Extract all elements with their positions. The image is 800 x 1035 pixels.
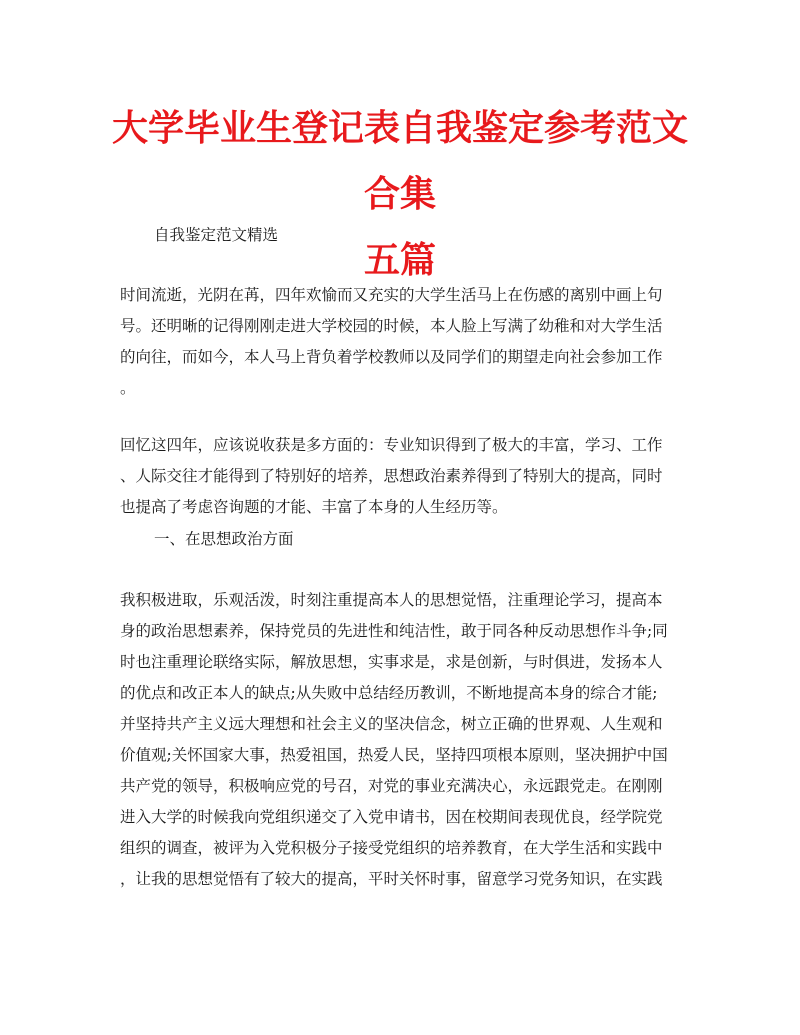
paragraph-3-line: 并坚持共产主义远大理想和社会主义的坚决信念，树立正确的世界观、人生观和 xyxy=(120,715,663,733)
title-line-1: 大学毕业生登记表自我鉴定参考范文合集 xyxy=(111,108,688,215)
paragraph-2-line: 也提高了考虑咨询题的才能、丰富了本身的人生经历等。 xyxy=(120,498,508,516)
paragraph-1-line: 。 xyxy=(120,379,136,397)
paragraph-3-line: 组织的调查，被评为入党积极分子接受党组织的培养教育，在大学生活和实践中 xyxy=(120,839,663,857)
paragraph-3-line: 身的政治思想素养，保持党员的先进性和纯洁性，敢于同各种反动思想作斗争;同 xyxy=(120,622,668,640)
paragraph-3-line: 共产党的领导，积极响应党的号召，对党的事业充满决心，永远跟党走。在刚刚 xyxy=(120,777,663,795)
paragraph-1-line: 时间流逝，光阴在苒，四年欢愉而又充实的大学生活马上在伤感的离别中画上句 xyxy=(120,286,663,304)
paragraph-3-line: 的优点和改正本人的缺点;从失败中总结经历教训，不断地提高本身的综合才能; xyxy=(120,684,658,702)
paragraph-3-line: 时也注重理论联络实际，解放思想，实事求是，求是创新，与时俱进，发扬本人 xyxy=(120,653,663,671)
document-title xyxy=(100,96,700,294)
subtitle-text: 自我鉴定范文精选 xyxy=(154,226,279,244)
section-heading-1 xyxy=(120,524,714,555)
paragraph-1-line: 号。还明晰的记得刚刚走进大学校园的时候，本人脸上写满了幼稚和对大学生活 xyxy=(120,317,663,335)
paragraph-3-line: 我积极进取，乐观活泼，时刻注重提高本人的思想觉悟，注重理论学习，提高本 xyxy=(120,591,663,609)
section-heading-1-text: 一、在思想政治方面 xyxy=(154,530,294,548)
paragraph-3 xyxy=(120,585,680,895)
subtitle xyxy=(120,220,714,251)
paragraph-2 xyxy=(120,430,680,523)
paragraph-1-line: 的向往，而如今，本人马上背负着学校教师以及同学们的期望走向社会参加工作 xyxy=(120,348,663,366)
paragraph-2-line: 回忆这四年，应该说收获是多方面的：专业知识得到了极大的丰富，学习、工作 xyxy=(120,436,663,454)
paragraph-3-line: ，让我的思想觉悟有了较大的提高，平时关怀时事，留意学习党务知识，在实践 xyxy=(120,870,663,888)
paragraph-2-line: 、人际交往才能得到了特别好的培养，思想政治素养得到了特别大的提高，同时 xyxy=(120,467,663,485)
title-line-2: 五篇 xyxy=(363,240,436,281)
paragraph-3-line: 价值观;关怀国家大事，热爱祖国，热爱人民，坚持四项根本原则，坚决拥护中国 xyxy=(120,746,668,764)
paragraph-1 xyxy=(120,280,680,404)
paragraph-3-line: 进入大学的时候我向党组织递交了入党申请书，因在校期间表现优良，经学院党 xyxy=(120,808,663,826)
